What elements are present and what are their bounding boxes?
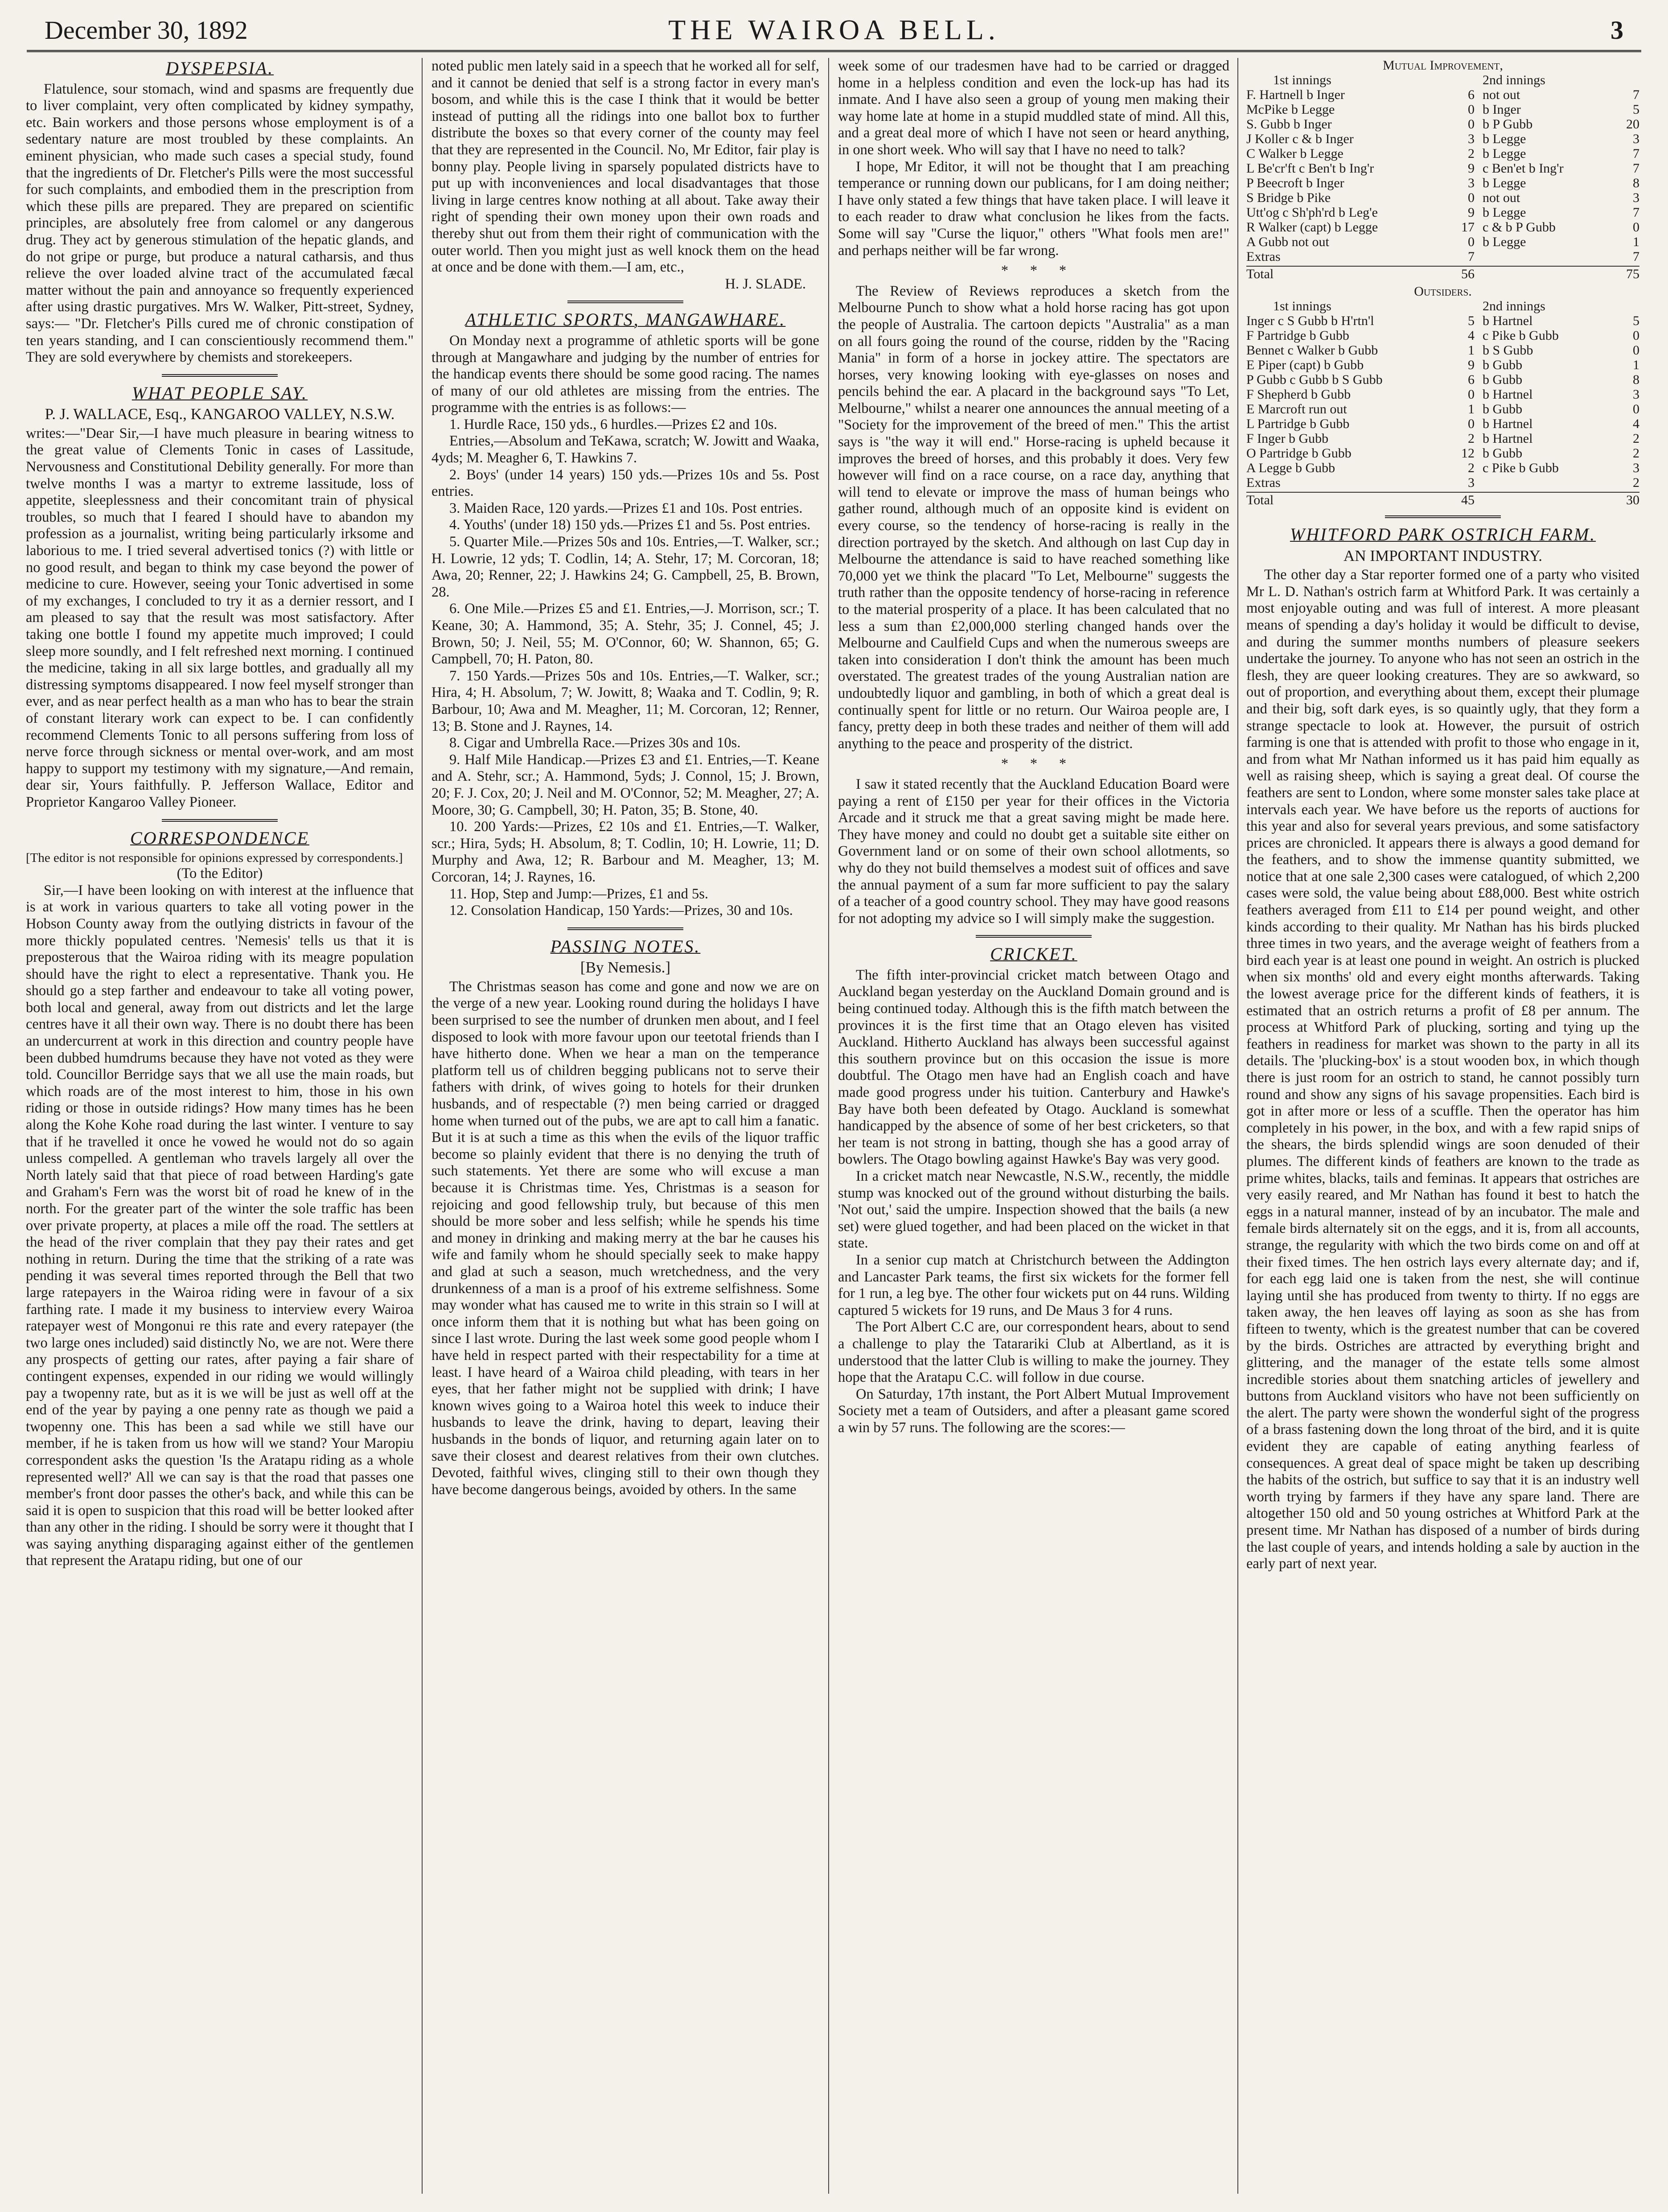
column-1 xyxy=(26,58,414,2198)
passing-notes-horse-racing: The Review of Reviews reproduces a sketch from the Melbourne Punch to show what a hold horse racing has got upon the people of Australia. The cartoon depicts "Australia" as a man on all fours going the round of the course, ridden by the "Racing Mania" in form of a horse in jockey attire. The spectators are horses, very knowing looking with eye-glasses on noses and pencils behind the ear. A placard in the background says "To Let, Melbourne," whilst a nearer one announces the annual meeting of a "Society for the improvement of the breed of men." This the artist says is "the way it will end." Horse-racing is upheld because it improves the breed of horses, and this probably it does. Very few however will find on a race course, on a race day, anything that will tend to elevate or improve the mass of human beings who gather round, although much of an opposite kind is evident on every course, so the tendency of horse-racing is really in the direction portrayed by the sketch. And although on last Cup day in Melbourne the attendance is said to have reached something like 70,000 yet we think the placard "To Let, Melbourne" suggests the truth rather than the opposite tendency of horse-racing in reference to the material prosperity of a place. It has been calculated that no less a sum than £2,000,000 sterling changed hands over the Melbourne and Caulfield Cups and when the numerous sweeps are taken into consideration I don't think the amount has been much overstated. The greatest trades of the young Australian nation are undoubtedly liquor and gambling, in both of which a great deal is continually spent for little or no return. Our Wairoa people are, I fancy, pretty deep in both these trades and neither of them will add anything to the peace and prosperity of the district. xyxy=(838,283,1229,752)
first-innings-runs: 1 xyxy=(1468,402,1475,416)
column-divider xyxy=(828,58,829,2194)
scorecard-row xyxy=(1246,146,1639,161)
second-innings-runs: 4 xyxy=(1633,416,1639,431)
cricket-scorecard xyxy=(1246,58,1639,507)
second-innings-dismissal: b Legge xyxy=(1483,146,1526,161)
first-innings-runs: 1 xyxy=(1468,343,1475,358)
batsman-dismissal: F Inger b Gubb xyxy=(1246,431,1329,446)
article-body-correspondence: Sir,—I have been looking on with interest at the influence that is at work in various quarters to take all voting power in the Hobson County away from the outlying districts in favour of the more thickly populated centres. 'Nemesis' tells us that it is preposterous that the Wairoa riding with its meagre population should have the right to elect a representative. Thank you. He should go a step farther and endeavour to take all voting power, both local and general, away from out districts and let the large centres have it all their own way. There is no doubt there has been an undercurrent at work in this direction and country people have been dubbed humdrums because they have not voted as they were told. Councillor Berridge says that we all use the main roads, but which roads are of the most interest to him, those in his own riding or those in outside ridings? How many times has he been along the Kohe Kohe road during the last winter. I venture to say that if he travelled it once he vowed he would not do so again unless compelled. A gentleman who travels largely all over the North lately said that that piece of road between Harding's gate and Graham's Fern was the worst bit of road he knew of in the north. For the greater part of the winter the sole traffic has been over private property, at places a mile off the road. The settlers at the head of the river complain that they pay their rates and get nothing in return. During the time that the striking of a rate was pending it was several times reported through the Bell that two large ratepayers in the Wairoa riding were in favour of a six farthing rate. I made it my business to interview every Wairoa ratepayer west of Mongonui re this rate and every ratepayer (the two large ones included) said distinctly No, we are not. Were there any prospects of getting our rates, after paying a fair share of contingent expenses, expended in our riding we would willingly pay a twopenny rate, but as it is we will be just as well off at the end of the year by paying a one penny rate as though we paid a twopenny one. This has been a sad while we still have our member, if he is taken from us how will we stand? Your Maropiu correspondent asks the question 'Is the Aratapu riding as a whole represented well?' All we can say is that the road that passes one member's front door passes the other's back, and while this can be said it is open to suspicion that this road will be better looked after than any other in the riding. I should be sorry were it thought that I was saying anything disparaging against either of the gentlemen that represent the Aratapu riding, but one of our xyxy=(26,882,414,1569)
second-innings-dismissal: b Legge xyxy=(1483,235,1526,249)
batsman-dismissal: J Koller c & b Inger xyxy=(1246,132,1354,146)
scorecard-rows xyxy=(1246,87,1639,264)
first-innings-runs: 3 xyxy=(1468,475,1475,490)
second-innings-dismissal: b Gubb xyxy=(1483,402,1523,416)
article-body-passing-notes: The Christmas season has come and gone and now we are on the verge of a new year. Looking round during the holidays I have been surprised to see the number of drunken men about, and I feel disposed to look with more favour upon our teetotal friends than I have hitherto done. When we hear a man on the temperance platform tell us of children begging publicans not to serve their fathers with drink, of wives going to hotels for their drunken husbands, and of respectable (?) men being carried or dragged home when turned out of the pubs, we are apt to call him a fanatic. But it is at such a time as this when the evils of the liquor traffic become so plainly evident that there is no denying the truth of such statements. Yet there are some who will excuse a man because it is Christmas time. Yes, Christmas is a season for rejoicing and good fellowship truly, but because of this men should be more sober and less selfish; while he spends his time and money in drinking and making merry at the bar he causes his wife and family whom he should specially seek to make happy and glad at such a season, much wretchedness, and the very drunkenness of a man is a proof of his extreme selfishness. Some may wonder what has caused me to write in this strain so I will at once inform them that it is nothing but what has been going on since I last wrote. During the last week some good people whom I have held in respect parted with their respectability for a time at least. I have heard of a Wairoa child pleading, with tears in her eyes, that her father might not be supplied with drink; I have known wives going to a Wairoa hotel this week to induce their husbands to leave the drink, having to depart, leaving their husbands in the bonds of liquor, and returning again later on to save their closest and dearest relatives from their own clutches. Devoted, faithful wives, clinging still to their own though they have become dangerous beings, avoided by others. In the same xyxy=(431,978,819,1498)
page-number: 3 xyxy=(1610,16,1623,45)
second-innings-runs: 7 xyxy=(1633,249,1639,264)
second-innings-dismissal: b Hartnel xyxy=(1483,387,1533,402)
batsman-dismissal: C Walker b Legge xyxy=(1246,146,1343,161)
editor-disclaimer: [The editor is not responsible for opinions expressed by correspondents.] xyxy=(26,851,403,865)
second-innings-runs: 0 xyxy=(1633,402,1639,416)
second-innings-dismissal: c & b P Gubb xyxy=(1483,220,1556,235)
article-body-dyspepsia: Flatulence, sour stomach, wind and spasms are frequently due to liver complaint, very often complicated by kidney sympathy, etc. Bain workers and those persons whose employment is of a sedentary nature are most troubled by these complaints. An eminent physician, who made such cases a special study, found that the ingredients of Dr. Fletcher's Pills were the most successful for such complaints, and embodied them in the prescription from which these pills are prepared. They are prepared on scientific principles, are absolutely free from calomel or any dangerous drug. They act by generous stimulation of the hepatic glands, and do not gripe or purge, but produce a natural catharsis, and thus relieve the over loaded alvine tract of the accumulated fæcal matter without the pain and annoyance so frequently experienced after using drastic purgatives. Mrs W. Walker, Pitt-street, Sydney, says:— "Dr. Fletcher's Pills cured me of chronic constipation of ten years standing, and I can conscientiously recommend them." They are sold everywhere by chemists and storekeepers. xyxy=(26,81,414,366)
second-innings-runs: 7 xyxy=(1633,146,1639,161)
scorecard-row xyxy=(1246,431,1639,446)
first-innings-runs: 3 xyxy=(1468,132,1475,146)
first-innings-runs: 9 xyxy=(1468,161,1475,176)
scorecard-row xyxy=(1246,461,1639,475)
column-divider xyxy=(1237,58,1238,2194)
event-entry: 7. 150 Yards.—Prizes 50s and 10s. Entries,—T. Walker, scr.; Hira, 4; H. Absolum, 7; W. Jowitt, 8; Waaka and T. Codlin, 9; R. Barbour, 10; Awa and M. Meagher, 11; M. Corcoran, 12; Renner, 13; B. Stone and J. Raynes, 14. xyxy=(431,667,819,734)
article-heading-athletic-sports: ATHLETIC SPORTS, MANGAWHARE. xyxy=(465,309,786,330)
event-entry: 8. Cigar and Umbrella Race.—Prizes 30s and 10s. xyxy=(449,735,741,751)
event-entry: 2. Boys' (under 14 years) 150 yds.—Prizes 10s and 5s. Post entries. xyxy=(431,466,819,500)
column-4 xyxy=(1246,58,1639,2198)
second-innings-dismissal: b P Gubb xyxy=(1483,117,1533,132)
scorecard-row xyxy=(1246,416,1639,431)
second-innings-runs: 3 xyxy=(1633,387,1639,402)
batsman-dismissal: P Beecroft b Inger xyxy=(1246,176,1344,190)
batsman-dismissal: Bennet c Walker b Gubb xyxy=(1246,343,1378,358)
scorecard-row xyxy=(1246,402,1639,416)
second-innings-dismissal: b Gubb xyxy=(1483,372,1523,387)
batsman-dismissal: Extras xyxy=(1246,475,1281,490)
athletic-intro: On Monday next a programme of athletic sports will be gone through at Mangawhare and judging by the number of entries for the handicap events there should be some good racing. The names of many of our old athletes are missing from the entries. The programme with the entries is as follows:— xyxy=(431,332,819,416)
second-innings-runs: 8 xyxy=(1633,176,1639,190)
first-innings-runs: 0 xyxy=(1468,102,1475,117)
article-byline: [By Nemesis.] xyxy=(580,959,671,976)
event-entry: Entries,—Absolum and TeKawa, scratch; W. Jowitt and Waaka, 4yds; M. Meagher 6, T. Hawkins 7. xyxy=(431,433,819,466)
passing-notes-paragraph: I hope, Mr Editor, it will not be thought that I am preaching temperance or running down our publicans, for I am doing neither; I have only stated a few things that have taken place. I will leave it to each reader to draw what conclusion he likes from the facts. Some will say "Curse the liquor," others "What fools men are!" and perhaps neither will be far wrong. xyxy=(838,158,1229,259)
article-heading-dyspepsia: DYSPEPSIA. xyxy=(165,58,274,78)
second-innings-dismissal: b Hartnel xyxy=(1483,431,1533,446)
article-body-what-people-say: writes:—"Dear Sir,—I have much pleasure in bearing witness to the great value of Clements Tonic in cases of Lassitude, Nervousness and Constitutional Debility generally. For more than twelve months I was a martyr to extreme lassitude, loss of appetite, sleeplessness and their concomitant train of physical troubles, so much that I feared I should have to abandon my profession as a journalist, writing being particularly irksome and laborious to me. I tried several advertised tonics (?) with little or no good result, and began to think my case beyond the power of medicine to cure. However, seeing your Tonic advertised in some of my exchanges, I concluded to try it as a dernier ressort, and I am pleased to say that the result was most satisfactory. After taking one bottle I found my appetite much improved; I could sleep more soundly, and I felt refreshed next morning. I continued the medicine, taking in all six large bottles, and gradually all my distressing symptoms disappeared. I now feel myself stronger than ever, and as near perfect health as a man who has to bear the strain of constant literary work can expect to be. I can confidently recommend Clements Tonic to all persons suffering from loss of nerve force through sickness or mental over-work, and am most happy to support my testimony with my signature,—And remain, dear sir, Yours faithfully. P. Jefferson Wallace, Editor and Proprietor Kangaroo Valley Pioneer. xyxy=(26,425,414,810)
second-innings-runs: 0 xyxy=(1633,328,1639,343)
scorecard-row xyxy=(1246,102,1639,117)
batsman-dismissal: E Piper (capt) b Gubb xyxy=(1246,358,1364,372)
scorecard-row xyxy=(1246,176,1639,190)
cricket-paragraph: The fifth inter-provincial cricket match between Otago and Auckland began yesterday on the Auckland Domain ground and is being continued today. Although this is the fifth match between the provinces it is the first time that an Otago eleven has visited Auckland. Hitherto Auckland has always been successful against this southern province but on this occasion the issue is more doubtful. The Otago men have had an English coach and have made good progress under his tuition. Canterbury and Hawke's Bay have both been defeated by Otago. Auckland is somewhat handicapped by the absence of some of her best cricketers, so that her team is not strong in batting, though she has a good array of bowlers. The Otago bowling against Hawke's Bay was very good. xyxy=(838,967,1229,1168)
section-rule xyxy=(162,819,278,822)
second-innings-runs: 1 xyxy=(1633,358,1639,372)
scorecard-row xyxy=(1246,235,1639,249)
second-innings-dismissal: c Pike b Gubb xyxy=(1483,328,1559,343)
batsman-dismissal: L Partridge b Gubb xyxy=(1246,416,1350,431)
second-innings-dismissal: b S Gubb xyxy=(1483,343,1533,358)
first-innings-runs: 0 xyxy=(1468,190,1475,205)
second-innings-runs: 3 xyxy=(1633,190,1639,205)
section-rule xyxy=(567,927,683,930)
first-innings-runs: 4 xyxy=(1468,328,1475,343)
second-innings-dismissal: b Hartnel xyxy=(1483,416,1533,431)
event-entry: 11. Hop, Step and Jump:—Prizes, £1 and 5s. xyxy=(449,886,709,902)
batsman-dismissal: E Marcroft run out xyxy=(1246,402,1347,416)
first-innings-runs: 3 xyxy=(1468,176,1475,190)
second-innings-dismissal: b Hartnel xyxy=(1483,313,1533,328)
masthead-rule xyxy=(27,50,1641,52)
batsman-dismissal: A Legge b Gubb xyxy=(1246,461,1335,475)
separator-asterisks: * * * xyxy=(1001,756,1067,772)
first-innings-runs: 17 xyxy=(1461,220,1475,235)
cricket-paragraph: The Port Albert C.C are, our correspondent hears, about to send a challenge to play the Tatarariki Club at Albertland, as it is understood that the latter Club is willing to make the journey. They hope that the Aratapu C.C. will follow in due course. xyxy=(838,1319,1229,1386)
innings-header: 1st innings 2nd innings xyxy=(1273,73,1545,87)
scorecard-row xyxy=(1246,249,1639,264)
article-body-ostrich-farm: The other day a Star reporter formed one of a party who visited Mr L. D. Nathan's ostrich farm at Whitford Park. It was certainly a most enjoyable outing and was full of interest. A more pleasant means of spending a day's holiday it would be difficult to devise, and during the summer months numbers of pleasure seekers undertake the journey. To anyone who has not seen an ostrich in the flesh, they are queer looking creatures. They are so awkward, so out of proportion, and everything about them, except their plumage and their big, soft dark eyes, is so quaintly ugly, that they form a strange spectacle to look at. However, the pursuit of ostrich farming is one that is attended with profit to those who engage in it, and from what Mr Nathan informed us it has paid him equally as well as raising sheep, which is saying a great deal. Of course the feathers are sent to London, where some monster sales take place at intervals each year. We have before us the reports of auctions for this year and also for several years previous, and some satisfactory prices are chronicled. It appears there is always a good demand for the feathers, and to show the immense quantity submitted, we notice that at one sale 2,300 cases were catalogued, of which 2,200 cases were sold, the value being about £88,000. Best white ostrich feathers averaged from £11 to £14 per pound weight, and other kinds according to their quality. Mr Nathan has his birds plucked three times in two years, and the average weight of feathers from a bird each year is at least one pound in weight. An ostrich is plucked when six months' old and every eight months afterwards. Taking the lowest average price for the different kinds of feathers, it is estimated that an ostrich returns a profit of £8 per annum. The process at Whitford Park of plucking, sorting and tying up the feathers in readiness for market was shown to the party in all its details. The 'plucking-box' is a stout wooden box, in which though there is just room for an ostrich to stand, he cannot possibly turn round and show any signs of his savage propensities. Each bird is got in after more or less of a scuffle. Then the operator has him completely in his power, in the box, and with a few rapid snips of the shears, the birds splendid wings are soon denuded of their plumes. The different kinds of feathers are known to the trade as prime whites, blacks, tails and feminas. It appears that ostriches are very easily reared, and Mr Nathan has found it best to hatch the eggs in a natural manner, instead of by an incubator. The male and female birds alternately sit on the eggs, and it is, from all accounts, strange, the regularity with which the two birds come on and off at their fixed times. The hen ostrich lays every alternate day; and if, for each egg laid one is taken from the nest, she will continue laying until she has produced from twenty to thirty. If no eggs are taken away, the hen leaves off laying as soon as she has from fifteen to twenty, which is the greatest number that can be covered by the birds. Ostriches are attracted by everything bright and glittering, and the manager of the estate tells some almost incredible stories about them snatching articles of jewellery and buttons from Auckland visitors who have not been sufficiently on the alert. The party were shown the wonderful sight of the progress of a brass fastening down the long throat of the bird, and it is quite evident they are capable of eating anything fearless of consequences. A great deal of space might be taken up describing the habits of the ostrich, but suffice to say that it is an industry well worth trying by farmers if they have any spare land. There are altogether 150 old and 50 young ostriches at Whitford Park at the present time. Mr Nathan has disposed of a number of birds during the last couple of years, and intends holding a sale by auction in the early part of next year. xyxy=(1246,567,1639,1572)
second-innings-runs: 5 xyxy=(1633,102,1639,117)
issue-date: December 30, 1892 xyxy=(45,16,248,45)
first-innings-runs: 2 xyxy=(1468,461,1475,475)
first-innings-runs: 12 xyxy=(1461,446,1475,461)
second-innings-dismissal: b Legge xyxy=(1483,132,1526,146)
article-heading-ostrich-farm: WHITFORD PARK OSTRICH FARM. xyxy=(1290,524,1596,544)
column-divider xyxy=(422,58,423,2194)
batsman-dismissal: Inger c S Gubb b H'rtn'l xyxy=(1246,313,1374,328)
scorecard-row xyxy=(1246,372,1639,387)
scorecard-row xyxy=(1246,190,1639,205)
event-entry: 10. 200 Yards:—Prizes, £2 10s and £1. Entries,—T. Walker, scr.; Hira, 5yds; H. Absolum, 8; T. Codlin, 10; H. Lowrie, 11; D. Murphy and Awa, 12; R. Barbour and M. Meagher, 13; M. Corcoran, 14; J. Raynes, 16. xyxy=(431,819,819,885)
separator-asterisks: * * * xyxy=(1001,263,1067,279)
batsman-dismissal: A Gubb not out xyxy=(1246,235,1329,249)
second-innings-runs: 2 xyxy=(1633,431,1639,446)
first-innings-runs: 0 xyxy=(1468,235,1475,249)
batsman-dismissal: F Partridge b Gubb xyxy=(1246,328,1349,343)
second-innings-dismissal: b Legge xyxy=(1483,176,1526,190)
scorecard-row xyxy=(1246,343,1639,358)
second-innings-runs: 5 xyxy=(1633,313,1639,328)
team-heading: Outsiders. xyxy=(1414,284,1472,299)
second-innings-runs: 3 xyxy=(1633,132,1639,146)
event-entry: 9. Half Mile Handicap.—Prizes £3 and £1. Entries,—T. Keane and A. Stehr, scr.; A. Hammond, 5yds; J. Connol, 15; J. Brown, 20; F. J. Cox, 20; J. Neil and M. O'Connor, 52; M. Meagher, 27; A. Moore, 30; G. Campbell, 30; H. Paton, 35; B. Stone, 40. xyxy=(431,751,819,818)
scorecard-total: Total 45 30 xyxy=(1246,493,1639,507)
second-innings-runs: 0 xyxy=(1633,220,1639,235)
batsman-dismissal: R Walker (capt) b Legge xyxy=(1246,220,1378,235)
batsman-dismissal: S Bridge b Pike xyxy=(1246,190,1331,205)
scorecard-row xyxy=(1246,87,1639,102)
second-innings-runs: 1 xyxy=(1633,235,1639,249)
scorecard-row xyxy=(1246,313,1639,328)
scorecard-row xyxy=(1246,117,1639,132)
batsman-dismissal: L Be'cr'ft c Ben't b Ing'r xyxy=(1246,161,1374,176)
article-heading-correspondence: CORRESPONDENCE xyxy=(130,828,309,848)
letter-continuation: noted public men lately said in a speech that he worked all for self, and it cannot be denied that self is a strong factor in every man's bosom, and while this is the case I think that it would be better instead of putting all the ridings into one ballot box to further distribute the boxes so that every corner of the county may feel that they are represented in the Council. No, Mr Editor, fair play is bonny play. People living in sparsely populated districts have to put up with inconveniences and local disadvantages that those living in large centres know nothing at all about. Take away their right of spending their own money upon their own roads and thereby shut out from them their right of communication with the outer world. Then you might just as well knock them on the head at once and be done with them.—I am, etc., xyxy=(431,58,819,276)
second-innings-dismissal: b Gubb xyxy=(1483,358,1523,372)
first-innings-runs: 2 xyxy=(1468,431,1475,446)
newspaper-title: THE WAIROA BELL. xyxy=(668,14,1000,45)
first-innings-runs: 9 xyxy=(1468,205,1475,220)
second-innings-runs: 20 xyxy=(1626,117,1639,132)
second-innings-dismissal: b Legge xyxy=(1483,205,1526,220)
second-innings-dismissal xyxy=(1475,475,1622,490)
cricket-paragraph: On Saturday, 17th instant, the Port Albert Mutual Improvement Society met a team of Outsiders, and after a pleasant game scored a win by 57 runs. The following are the scores:— xyxy=(838,1386,1229,1436)
batsman-dismissal: McPike b Legge xyxy=(1246,102,1335,117)
masthead xyxy=(27,12,1641,53)
second-innings-dismissal: c Ben'et b Ing'r xyxy=(1483,161,1564,176)
scorecard-row xyxy=(1246,358,1639,372)
event-entry: 3. Maiden Race, 120 yards.—Prizes £1 and 10s. Post entries. xyxy=(449,500,803,516)
batsman-dismissal: F. Hartnell b Inger xyxy=(1246,87,1345,102)
batsman-dismissal: P Gubb c Gubb b S Gubb xyxy=(1246,372,1383,387)
second-innings-runs: 2 xyxy=(1633,446,1639,461)
scorecard-row xyxy=(1246,446,1639,461)
second-innings-dismissal: b Inger xyxy=(1483,102,1521,117)
event-entry: 6. One Mile.—Prizes £5 and £1. Entries,—J. Morrison, scr.; T. Keane, 30; A. Hammond, 35; A. Stehr, 35; J. Connel, 45; J. Brown, 50; J. Neil, 55; M. O'Connor, 60; W. Shannon, 65; G. Campbell, 70; H. Paton, 80. xyxy=(431,601,819,667)
section-rule xyxy=(1385,515,1501,518)
column-3 xyxy=(838,58,1229,2198)
first-innings-runs: 0 xyxy=(1468,416,1475,431)
letter-signature: H. J. SLADE. xyxy=(725,276,806,292)
second-innings-dismissal xyxy=(1475,249,1622,264)
first-innings-runs: 6 xyxy=(1468,372,1475,387)
batsman-dismissal: S. Gubb b Inger xyxy=(1246,117,1332,132)
team-heading: Mutual Improvement, xyxy=(1383,58,1503,73)
first-innings-runs: 5 xyxy=(1468,313,1475,328)
article-subheading-wallace: P. J. WALLACE, Esq., KANGAROO VALLEY, N.S.W. xyxy=(45,405,395,423)
second-innings-runs: 3 xyxy=(1633,461,1639,475)
scorecard-total: Total 56 75 xyxy=(1246,267,1639,281)
second-innings-runs: 7 xyxy=(1633,161,1639,176)
second-innings-dismissal: not out xyxy=(1483,190,1520,205)
first-innings-runs: 9 xyxy=(1468,358,1475,372)
scorecard-row xyxy=(1246,220,1639,235)
first-innings-runs: 0 xyxy=(1468,387,1475,402)
column-2 xyxy=(431,58,819,2198)
event-entry: 4. Youths' (under 18) 150 yds.—Prizes £1 and 5s. Post entries. xyxy=(449,517,811,533)
article-subheading-industry: AN IMPORTANT INDUSTRY. xyxy=(1343,547,1542,564)
scorecard-row xyxy=(1246,161,1639,176)
section-rule xyxy=(976,935,1092,938)
batsman-dismissal: Utt'og c Sh'ph'rd b Leg'e xyxy=(1246,205,1378,220)
article-heading-cricket: CRICKET. xyxy=(990,944,1077,964)
article-heading-passing-notes: PASSING NOTES. xyxy=(550,936,701,956)
article-heading-what-people-say: WHAT PEOPLE SAY. xyxy=(131,383,308,403)
batsman-dismissal: Extras xyxy=(1246,249,1281,264)
second-innings-dismissal: not out xyxy=(1483,87,1520,102)
first-innings-runs: 0 xyxy=(1468,117,1475,132)
scorecard-row xyxy=(1246,328,1639,343)
batsman-dismissal: F Shepherd b Gubb xyxy=(1246,387,1351,402)
second-innings-runs: 0 xyxy=(1633,343,1639,358)
section-rule xyxy=(567,301,683,303)
first-innings-runs: 6 xyxy=(1468,87,1475,102)
scorecard-row xyxy=(1246,475,1639,490)
scorecard-row xyxy=(1246,132,1639,146)
second-innings-runs: 7 xyxy=(1633,87,1639,102)
second-innings-dismissal: c Pike b Gubb xyxy=(1483,461,1559,475)
innings-header: 1st innings 2nd innings xyxy=(1273,299,1545,313)
cricket-paragraph: In a senior cup match at Christchurch between the Addington and Lancaster Park teams, the first six wickets for the former fell for 1 run, a leg bye. The other four wickets put on 44 runs. Wilding captured 5 wickets for 19 runs, and De Maus 3 for 4 runs. xyxy=(838,1252,1229,1318)
event-entry: 1. Hurdle Race, 150 yds., 6 hurdles.—Prizes £2 and 10s. xyxy=(449,416,777,433)
letter-address: (To the Editor) xyxy=(177,865,263,882)
second-innings-runs: 7 xyxy=(1633,205,1639,220)
event-entry: 5. Quarter Mile.—Prizes 50s and 10s. Entries,—T. Walker, scr.; H. Lowrie, 12 yds; T. Codlin, 14; A. Stehr, 17; M. Corcoran, 18; Awa, 20; Renner, 22; J. Hawkins 24; G. Campbell, 25, B. Brown, 28. xyxy=(431,534,819,600)
second-innings-runs: 8 xyxy=(1633,372,1639,387)
cricket-paragraph: In a cricket match near Newcastle, N.S.W., recently, the middle stump was knocked out of the ground without disturbing the bails. 'Not out,' said the umpire. Inspection showed that the bails (a new set) were glued together, and had been placed on the wicket in that state. xyxy=(838,1168,1229,1252)
passing-notes-continuation: week some of our tradesmen have had to be carried or dragged home in a helpless condition and even the lock-up has had its inmate. And I have also seen a group of young men making their way home late at home in a stupid muddled state of mind. All this, and a great deal more of which I have not seen or heard anything, in one short week. Who will say that I have no need to talk? xyxy=(838,58,1229,158)
second-innings-dismissal: b Gubb xyxy=(1483,446,1523,461)
scorecard-row xyxy=(1246,387,1639,402)
first-innings-runs: 2 xyxy=(1468,146,1475,161)
section-rule xyxy=(162,374,278,377)
first-innings-runs: 7 xyxy=(1468,249,1475,264)
passing-notes-education-board: I saw it stated recently that the Auckland Education Board were paying a rent of £150 per year for their offices in the Victoria Arcade and it struck me that a great saving might be made here. They have money and could no doubt get a suitable site either on Government land or on some of their own school allotments, so why do they not build themselves a modest suit of offices and save the annual payment of a sum far more sufficient to pay the salary of a teacher of a good country school. They may have good reasons for not adopting my advice so I will simply make the suggestion. xyxy=(838,776,1229,927)
batsman-dismissal: O Partridge b Gubb xyxy=(1246,446,1352,461)
event-entry: 12. Consolation Handicap, 150 Yards:—Prizes, 30 and 10s. xyxy=(449,902,793,919)
scorecard-row xyxy=(1246,205,1639,220)
scorecard-rows xyxy=(1246,313,1639,490)
second-innings-runs: 2 xyxy=(1633,475,1639,490)
